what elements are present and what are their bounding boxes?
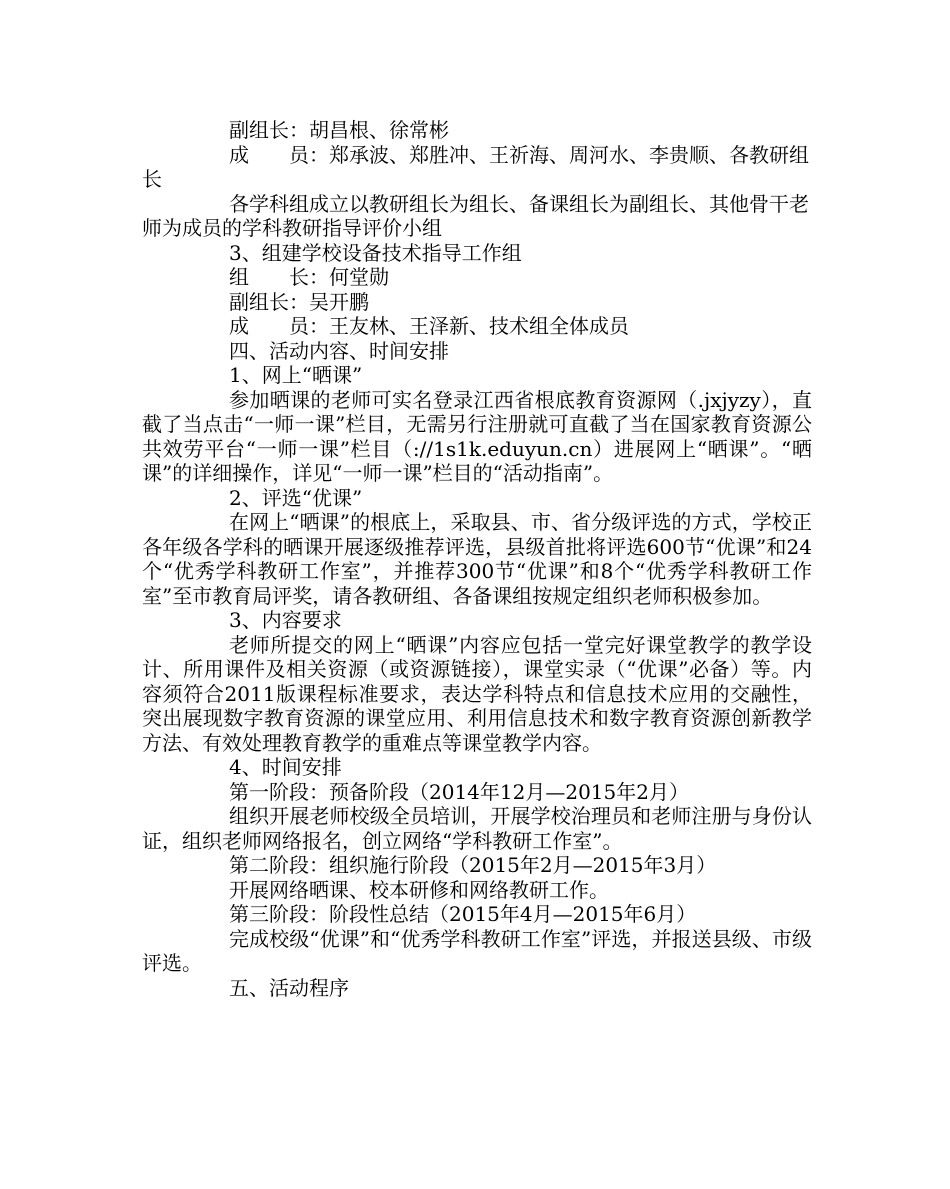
section-heading: 五、活动程序	[229, 975, 349, 1000]
section-heading: 3、组建学校设备技术指导工作组	[229, 240, 522, 265]
subsection-heading: 1、网上“晒课”	[229, 363, 363, 387]
subsection-heading: 2、评选“优课”	[229, 485, 363, 510]
stage-line: 第三阶段：阶段性总结（2015年4月—2015年6月）	[229, 902, 697, 926]
subject-group-paragraph: 各学科组成立以教研组长为组长、备课组长为副组长、其他骨干老师为成员的学科教研指导评价小组	[142, 191, 809, 240]
body-paragraph: 开展网络晒课、校本研修和网络教研工作。	[229, 877, 609, 902]
members-line: 成 员：王友林、王泽新、技术组全体成员	[229, 314, 629, 338]
body-paragraph: 参加晒课的老师可实名登录江西省根底教育资源网（.jxjyzy），直截了当点击“一师一课”栏目，无需另行注册就可直截了当在国家教育资源公共效劳平台“一师一课”栏目（://1s1k.eduyun.cn）进展网上“晒课”。“晒课”的详细操作，详见“一师一课”栏目的“活动指南”。	[142, 387, 812, 485]
stage-line: 第二阶段：组织施行阶段（2015年2月—2015年3月）	[229, 853, 717, 877]
deputy-leader-line: 副组长：吴开鹏	[229, 289, 369, 314]
members-line: 成 员：郑承波、郑胜冲、王祈海、周河水、李贵顺、各教研组长	[142, 142, 809, 191]
body-paragraph: 完成校级“优课”和“优秀学科教研工作室”评选，并报送县级、市级评选。	[142, 926, 812, 975]
body-paragraph: 老师所提交的网上“晒课”内容应包括一堂完好课堂教学的教学设计、所用课件及相关资源（或资源链接），课堂实录（“优课”必备）等。内容须符合2011版课程标准要求，表达学科特点和信息技术应用的交融性，突出展现数字教育资源的课堂应用、利用信息技术和数字教育资源创新教学方法、有效处理教育教学的重难点等课堂教学内容。	[142, 632, 812, 755]
group-leader-line: 组 长：何堂勋	[229, 265, 389, 289]
body-paragraph: 组织开展老师校级全员培训，开展学校治理员和老师注册与身份认证，组织老师网络报名，创立网络“学科教研工作室”。	[142, 804, 812, 853]
subsection-heading: 4、时间安排	[229, 755, 342, 779]
stage-line: 第一阶段：预备阶段（2014年12月—2015年2月）	[229, 779, 689, 804]
document-body	[142, 118, 812, 1000]
body-paragraph: 在网上“晒课”的根底上，采取县、市、省分级评选的方式，学校正各年级各学科的晒课开展逐级推荐评选，县级首批将评选600节“优课”和24个“优秀学科教研工作室”，并推荐300节“优课”和8个“优秀学科教研工作室”至市教育局评奖，请各教研组、各备课组按规定组织老师积极参加。	[142, 510, 812, 608]
section-heading: 四、活动内容、时间安排	[229, 338, 449, 363]
deputy-leader-line: 副组长：胡昌根、徐常彬	[229, 118, 449, 142]
subsection-heading: 3、内容要求	[229, 608, 342, 632]
